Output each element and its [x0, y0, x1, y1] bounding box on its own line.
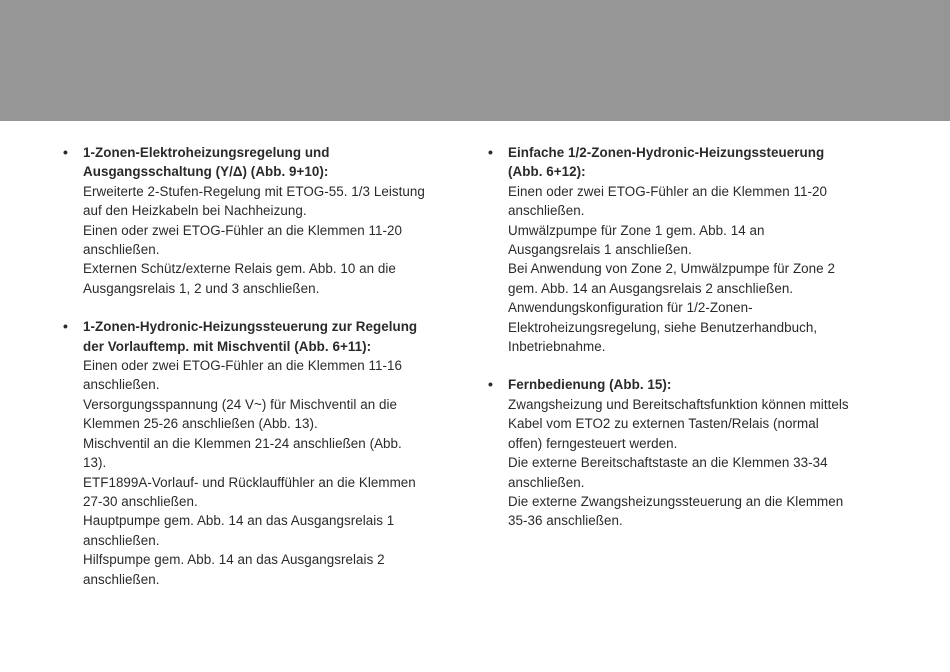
- section-heading-line: der Vorlauftemp. mit Mischventil (Abb. 6+11):: [83, 338, 372, 354]
- section-electric-heating-control: [60, 143, 470, 298]
- body-line: Umwälzpumpe für Zone 1 gem. Abb. 14 an: [508, 222, 765, 238]
- body-line: anschließen.: [508, 203, 585, 219]
- body-line: 13).: [83, 455, 107, 471]
- body-line: Anwendungskonfiguration für 1/2-Zonen-: [508, 300, 753, 316]
- body-line: Einen oder zwei ETOG-Fühler an die Klemmen 11-20: [508, 183, 827, 199]
- body-line: Elektroheizungsregelung, siehe Benutzerhandbuch,: [508, 319, 818, 335]
- body-line: 35-36 anschließen.: [508, 513, 623, 529]
- body-line: 27-30 anschließen.: [83, 493, 198, 509]
- body-line: Ausgangsrelais 1, 2 und 3 anschließen.: [83, 280, 320, 296]
- bullet-icon: •: [488, 144, 493, 160]
- body-line: Erweiterte 2-Stufen-Regelung mit ETOG-55. 1/3 Leistung: [83, 183, 425, 199]
- body-line: Die externe Zwangsheizungssteuerung an die Klemmen: [508, 493, 844, 509]
- header-band: [0, 0, 950, 121]
- bullet-icon: •: [488, 376, 493, 393]
- body-line: Zwangsheizung und Bereitschaftsfunktion können mittels: [508, 396, 849, 412]
- bullet-icon: •: [63, 144, 68, 160]
- body-line: Versorgungsspannung (24 V~) für Mischventil an die: [83, 396, 398, 412]
- body-line: anschließen.: [83, 571, 160, 587]
- body-line: Bei Anwendung von Zone 2, Umwälzpumpe für Zone 2: [508, 261, 835, 277]
- right-column: [485, 143, 895, 550]
- body-line: Hauptpumpe gem. Abb. 14 an das Ausgangsrelais 1: [83, 513, 395, 529]
- body-line: Die externe Bereitschaftstaste an die Klemmen 33-34: [508, 455, 828, 471]
- body-line: auf den Heizkabeln bei Nachheizung.: [83, 203, 307, 219]
- body-line: ETF1899A-Vorlauf- und Rücklauffühler an die Klemmen: [83, 474, 416, 490]
- body-line: Kabel vom ETO2 zu externen Tasten/Relais (normal: [508, 416, 819, 432]
- section-heading-line: Einfache 1/2-Zonen-Hydronic-Heizungssteuerung: [508, 145, 825, 160]
- section-heading-line: 1-Zonen-Elektroheizungsregelung und: [83, 145, 330, 160]
- section-hydronic-mixing-valve-control: [60, 317, 470, 589]
- body-line: gem. Abb. 14 an Ausgangsrelais 2 anschließen.: [508, 280, 794, 296]
- body-line: Klemmen 25-26 anschließen (Abb. 13).: [83, 416, 318, 432]
- body-line: offen) ferngesteuert werden.: [508, 435, 678, 451]
- body-line: Ausgangsrelais 1 anschließen.: [508, 242, 692, 258]
- body-line: Einen oder zwei ETOG-Fühler an die Klemmen 11-20: [83, 222, 402, 238]
- body-line: Inbetriebnahme.: [508, 339, 606, 355]
- left-column: [60, 143, 470, 608]
- body-line: anschließen.: [83, 532, 160, 548]
- body-line: Mischventil an die Klemmen 21-24 anschließen (Abb.: [83, 435, 402, 451]
- bullet-icon: •: [63, 318, 68, 335]
- section-heading-line: 1-Zonen-Hydronic-Heizungssteuerung zur Regelung: [83, 319, 418, 335]
- section-heading-line: Ausgangsschaltung (Y/Δ) (Abb. 9+10):: [83, 164, 329, 180]
- body-line: Einen oder zwei ETOG-Fühler an die Klemmen 11-16: [83, 358, 402, 374]
- body-line: anschließen.: [83, 377, 160, 393]
- body-line: anschließen.: [83, 242, 160, 258]
- body-line: Externen Schütz/externe Relais gem. Abb. 10 an die: [83, 261, 396, 277]
- body-line: Hilfspumpe gem. Abb. 14 an das Ausgangsrelais 2: [83, 552, 385, 568]
- section-heading-line: (Abb. 6+12):: [508, 164, 586, 180]
- section-simple-hydronic-control: [485, 143, 895, 356]
- section-remote-control: [485, 375, 895, 530]
- body-line: anschließen.: [508, 474, 585, 490]
- section-heading-line: Fernbedienung (Abb. 15):: [508, 377, 672, 393]
